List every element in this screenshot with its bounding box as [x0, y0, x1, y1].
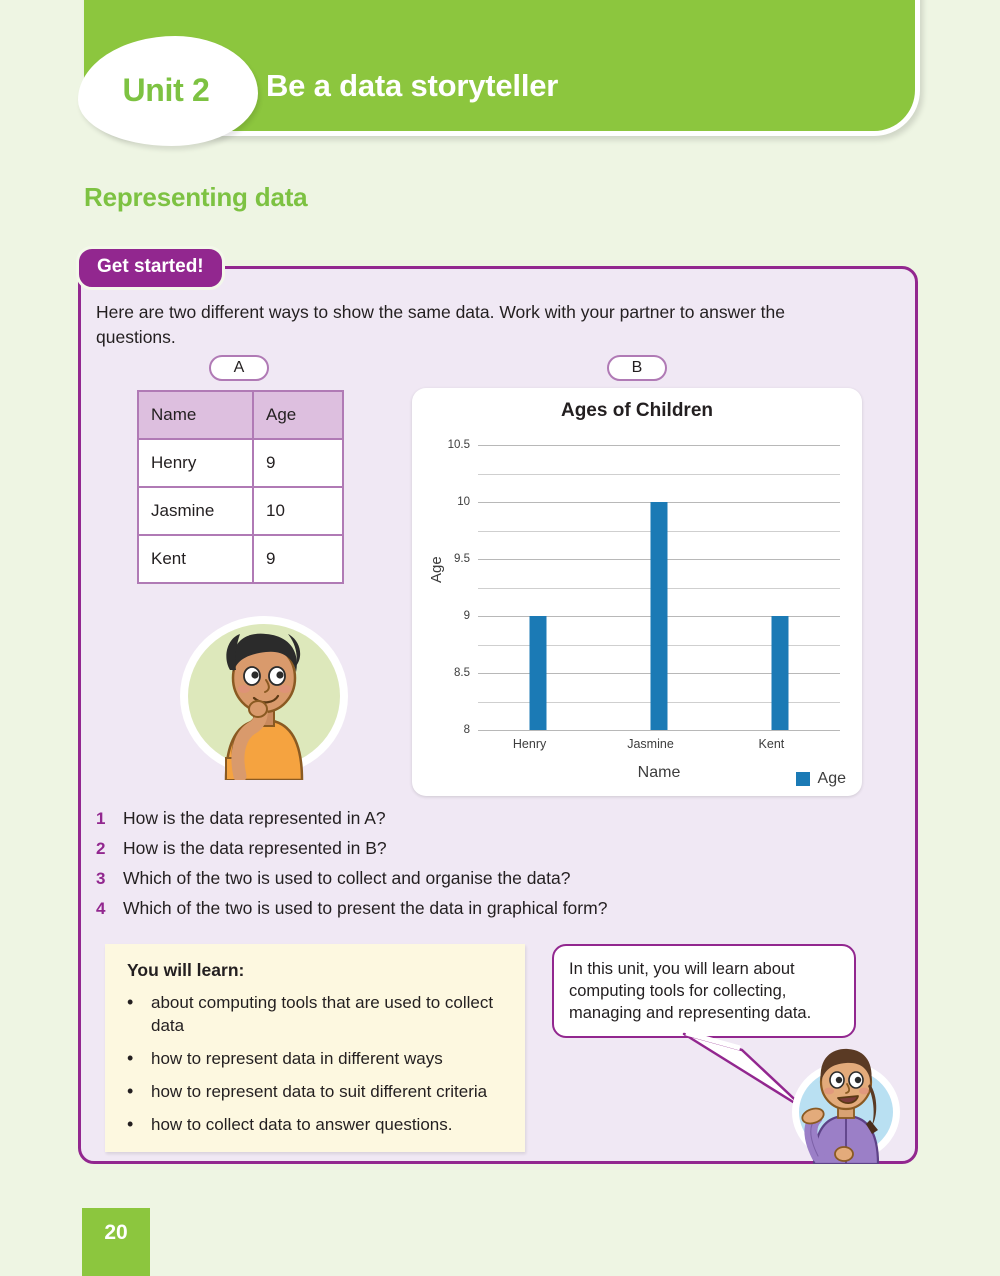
- label-pill-a: [209, 355, 269, 381]
- gridline-major: [447, 439, 840, 451]
- question-text: How is the data represented in B?: [123, 838, 387, 858]
- question-item: [96, 868, 796, 889]
- table-header-row: [138, 391, 343, 439]
- boy-thinking-illustration: [178, 608, 350, 780]
- table-cell-age: 10: [253, 487, 343, 535]
- speech-bubble: [552, 944, 856, 1038]
- table-cell-name: Henry: [138, 439, 253, 487]
- y-tick-label: 9: [463, 610, 470, 622]
- question-item: [96, 898, 796, 919]
- you-will-learn-box: [105, 944, 525, 1152]
- y-tick-label: 8.5: [454, 667, 470, 679]
- learn-item-text: about computing tools that are used to collect data: [151, 993, 494, 1035]
- questions-list: [96, 808, 796, 928]
- question-number: 2: [96, 839, 106, 858]
- y-tick-label: 8: [463, 724, 470, 736]
- x-tick-label: Jasmine: [627, 737, 674, 751]
- chart-x-axis-label: Name: [637, 764, 681, 781]
- table-row: [138, 535, 343, 583]
- learn-list-item: [127, 1047, 505, 1070]
- you-will-learn-title: You will learn:: [127, 960, 245, 980]
- girl-presenting-illustration: [786, 1044, 906, 1164]
- x-tick-label: Kent: [758, 737, 785, 751]
- table-cell-name: Kent: [138, 535, 253, 583]
- gridline-baseline: [463, 724, 840, 736]
- bullet-icon: •: [127, 1114, 134, 1134]
- table-cell-age: 9: [253, 535, 343, 583]
- get-started-tab: Get started!: [76, 246, 225, 290]
- label-pill-b: [607, 355, 667, 381]
- question-number: 4: [96, 899, 106, 918]
- table-row: [138, 487, 343, 535]
- learn-list-item: [127, 1113, 505, 1136]
- bullet-icon: •: [127, 992, 134, 1012]
- label-pill-a-text: A: [233, 359, 245, 376]
- question-text: How is the data represented in A?: [123, 808, 386, 828]
- learn-item-text: how to represent data to suit different criteria: [151, 1082, 488, 1101]
- table-header-age: Age: [253, 391, 343, 439]
- unit-badge-label: Unit 2: [122, 71, 210, 108]
- question-item: [96, 808, 796, 829]
- speech-bubble-text: In this unit, you will learn about computing tools for collecting, managing and representing data.: [569, 960, 812, 1022]
- learn-list-item: [127, 1080, 505, 1103]
- page-number-badge: [82, 1208, 150, 1276]
- ages-data-table: [137, 390, 344, 584]
- question-item: [96, 838, 796, 859]
- question-text: Which of the two is used to collect and organise the data?: [123, 868, 571, 888]
- legend-swatch-icon: [796, 772, 810, 786]
- chart-title: Ages of Children: [560, 400, 713, 421]
- chart-y-axis-label: Age: [428, 556, 445, 583]
- legend-label: Age: [817, 770, 846, 787]
- learn-item-text: how to represent data in different ways: [151, 1049, 443, 1068]
- intro-text: Here are two different ways to show the same data. Work with your partner to answer the questions.: [96, 302, 785, 347]
- bar-henry: [512, 616, 547, 751]
- y-tick-label: 10.5: [447, 439, 470, 451]
- y-tick-label: 9.5: [454, 553, 470, 565]
- question-number: 1: [96, 809, 106, 828]
- bullet-icon: •: [127, 1048, 134, 1068]
- chart-legend: [796, 770, 846, 788]
- x-tick-label: Henry: [512, 737, 547, 751]
- learn-list-item: [127, 991, 505, 1037]
- ages-bar-chart: [412, 388, 862, 796]
- learn-item-text: how to collect data to answer questions.: [151, 1115, 453, 1134]
- y-tick-label: 10: [457, 496, 470, 508]
- bar-jasmine: [627, 502, 674, 751]
- table-header-name: Name: [138, 391, 253, 439]
- bullet-icon: •: [127, 1081, 134, 1101]
- bar-kent: [758, 616, 788, 751]
- page-number-text: 20: [104, 1221, 128, 1244]
- question-number: 3: [96, 869, 106, 888]
- table-row: [138, 439, 343, 487]
- table-cell-name: Jasmine: [138, 487, 253, 535]
- page-title: Be a data storyteller: [266, 68, 559, 103]
- section-heading: Representing data: [84, 182, 308, 212]
- chart-plot-area: [447, 439, 840, 751]
- gridline-minor: [478, 474, 840, 475]
- label-pill-b-text: B: [631, 359, 643, 376]
- question-text: Which of the two is used to present the data in graphical form?: [123, 898, 608, 918]
- table-cell-age: 9: [253, 439, 343, 487]
